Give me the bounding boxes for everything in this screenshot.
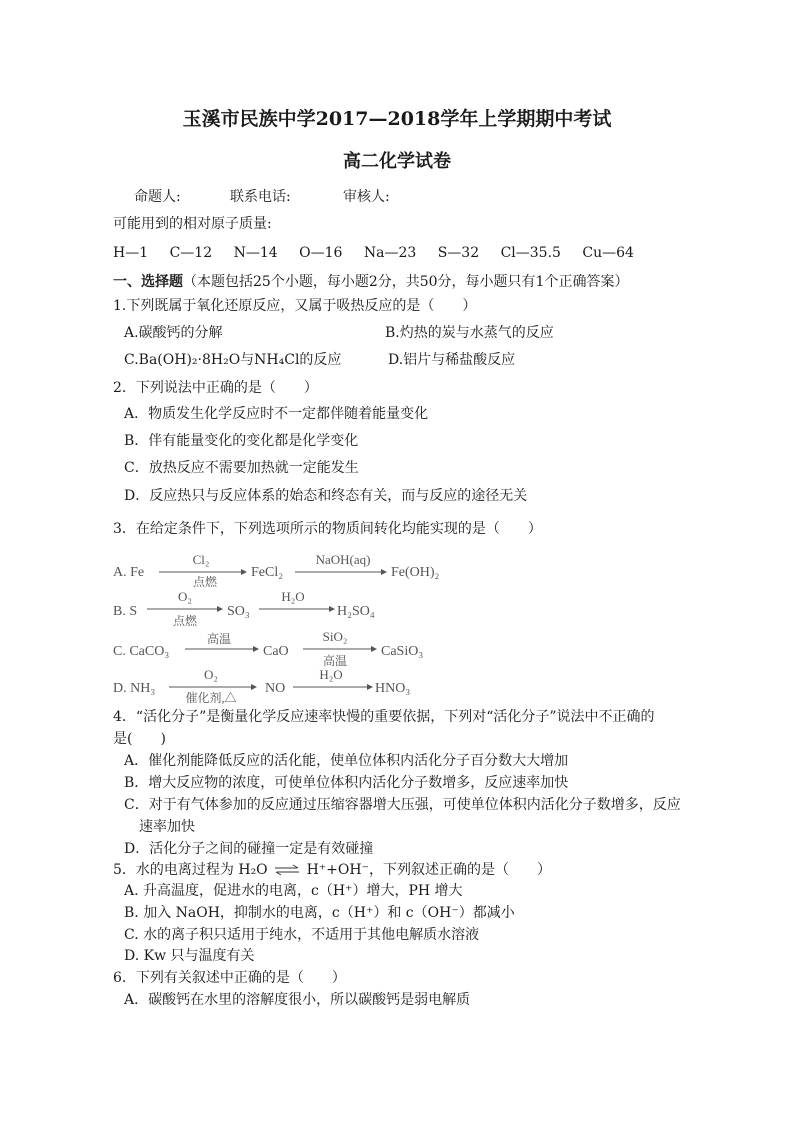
q5-option-d: D. Kw 只与温度有关 (124, 948, 255, 964)
q3-b-intermediate: SO₃ (227, 604, 250, 619)
q4-option-a: A．催化剂能降低反应的活化能，使单位体积内活化分子百分数大大增加 (124, 753, 569, 769)
q3-d-reagent1: O₂ (204, 667, 218, 682)
q3-c-product: CaSiO₃ (381, 644, 424, 659)
exam-title: 玉溪市民族中学2017—2018学年上学期期中考试 (182, 108, 612, 130)
q2-option-d: D．反应热只与反应体系的始态和终态有关，而与反应的途径无关 (124, 488, 528, 504)
q3-b-arrowhead1 (217, 606, 223, 612)
q3-b-arrowhead2 (329, 606, 335, 612)
q3-a-arrowhead1 (241, 569, 247, 575)
q1-option-b: B.灼热的炭与水蒸气的反应 (385, 325, 554, 341)
q2-stem: 2．下列说法中正确的是（ ） (113, 380, 318, 396)
q3-d-condition1: 催化剂,△ (185, 691, 237, 705)
q3-a-intermediate: FeCl₂ (251, 565, 284, 580)
q3-d-label: D. NH₃ (113, 681, 156, 696)
q2-option-b: B．伴有能量变化的变化都是化学变化 (124, 433, 359, 449)
q3-c-condition1: 高温 (206, 632, 232, 646)
q3-a-reagent2: NaOH(aq) (315, 552, 371, 567)
q3-b-product: H₂SO₄ (337, 604, 375, 619)
q5-option-c: C. 水的离子积只适用于纯水，不适用于其他电解质水溶液 (124, 927, 480, 943)
atomic-mass-item: H—1 (113, 245, 149, 261)
q5-stem-post: H⁺+OH⁻，下列叙述正确的是（ ） (306, 862, 551, 878)
q5-stem-pre: 5．水的电离过程为 H₂O (113, 862, 268, 878)
q4-option-b: B．增大反应物的浓度，可使单位体积内活化分子数增多，反应速率加快 (124, 775, 569, 791)
q4-stem-line1: 4．“活化分子”是衡量化学反应速率快慢的重要依据，下列对“活化分子”说法中不正确的 (113, 709, 655, 725)
q4-option-c-line1: C．对于有气体参加的反应通过压缩容器增大压强，可使单位体积内活化分子数增多，反应 (124, 797, 681, 813)
q3-c-label: C. CaCO₃ (113, 644, 170, 659)
q4-option-c-line2: 速率加快 (139, 819, 195, 835)
q2-option-a: A．物质发生化学反应时不一定都伴随着能量变化 (124, 406, 429, 422)
q3-b-condition1: 点燃 (172, 614, 198, 628)
atomic-mass-item: Cu—64 (582, 245, 634, 261)
atomic-mass-label: 可能用到的相对原子质量: (113, 216, 272, 232)
atomic-mass-item: N—14 (233, 245, 278, 261)
q3-b-reagent2: H₂O (281, 589, 305, 604)
q2-option-c: C．放热反应不需要加热就一定能发生 (124, 460, 359, 476)
equilibrium-arrows-icon (274, 864, 300, 876)
q4-stem-line2: 是( ) (113, 731, 166, 747)
atomic-mass-list (113, 243, 651, 263)
section-header (113, 272, 628, 292)
q3-a-condition1: 点燃 (192, 575, 218, 589)
q1-option-a: A.碳酸钙的分解 (124, 325, 223, 341)
q6-option-a: A．碳酸钙在水里的溶解度很小，所以碳酸钙是弱电解质 (124, 992, 471, 1008)
q3-d-product: HNO₃ (375, 681, 411, 696)
q3-stem: 3．在给定条件下，下列选项所示的物质间转化均能实现的是（ ） (113, 521, 542, 537)
atomic-mass-item: Na—23 (363, 245, 417, 261)
section-title: 一、选择题 (113, 274, 183, 290)
q4-option-d: D．活化分子之间的碰撞一定是有效碰撞 (124, 841, 374, 857)
q5-stem (113, 860, 551, 880)
atomic-mass-item: O—16 (299, 245, 343, 261)
q1-option-d: D.铝片与稀盐酸反应 (388, 352, 516, 368)
q3-b-reagent1: O₂ (178, 589, 192, 604)
q3-d-intermediate: NO (265, 681, 286, 696)
atomic-mass-item: C—12 (169, 245, 213, 261)
q3-c-condition2: 高温 (322, 654, 348, 668)
atomic-mass-item: Cl—35.5 (500, 245, 561, 261)
q3-a-label: A. Fe (113, 565, 145, 580)
reviewer-label: 审核人: (343, 189, 390, 205)
q1-option-c: C.Ba(OH)₂·8H₂O与NH₄Cl的反应 (124, 352, 342, 368)
q3-c-reagent2: SiO₂ (322, 629, 348, 644)
q3-a-reagent1: Cl₂ (192, 552, 210, 567)
q3-c-arrowhead2 (371, 646, 377, 652)
q3-d-arrowhead1 (251, 684, 257, 690)
atomic-mass-item: S—32 (437, 245, 480, 261)
q3-d-arrowhead2 (367, 684, 373, 690)
q3-c-arrowhead1 (253, 646, 259, 652)
q3-d-reagent2: H₂O (319, 667, 343, 682)
q3-a-product: Fe(OH)₂ (391, 565, 440, 580)
q3-a-arrowhead2 (381, 569, 387, 575)
q1-stem: 1.下列既属于氧化还原反应，又属于吸热反应的是（ ） (113, 298, 477, 314)
exam-subtitle: 高二化学试卷 (343, 151, 451, 172)
phone-label: 联系电话: (230, 189, 291, 205)
q5-option-a: A. 升高温度，促进水的电离，c（H⁺）增大，PH 增大 (124, 883, 463, 899)
q3-c-intermediate: CaO (263, 644, 289, 659)
q3-b-label: B. S (113, 604, 138, 619)
q6-stem: 6．下列有关叙述中正确的是（ ） (113, 970, 346, 986)
author-label: 命题人: (134, 189, 181, 205)
section-description: （本题包括25个小题，每小题2分，共50分，每小题只有1个正确答案） (183, 274, 629, 290)
q5-option-b: B. 加入 NaOH，抑制水的电离，c（H⁺）和 c（OH⁻）都减小 (124, 905, 515, 921)
